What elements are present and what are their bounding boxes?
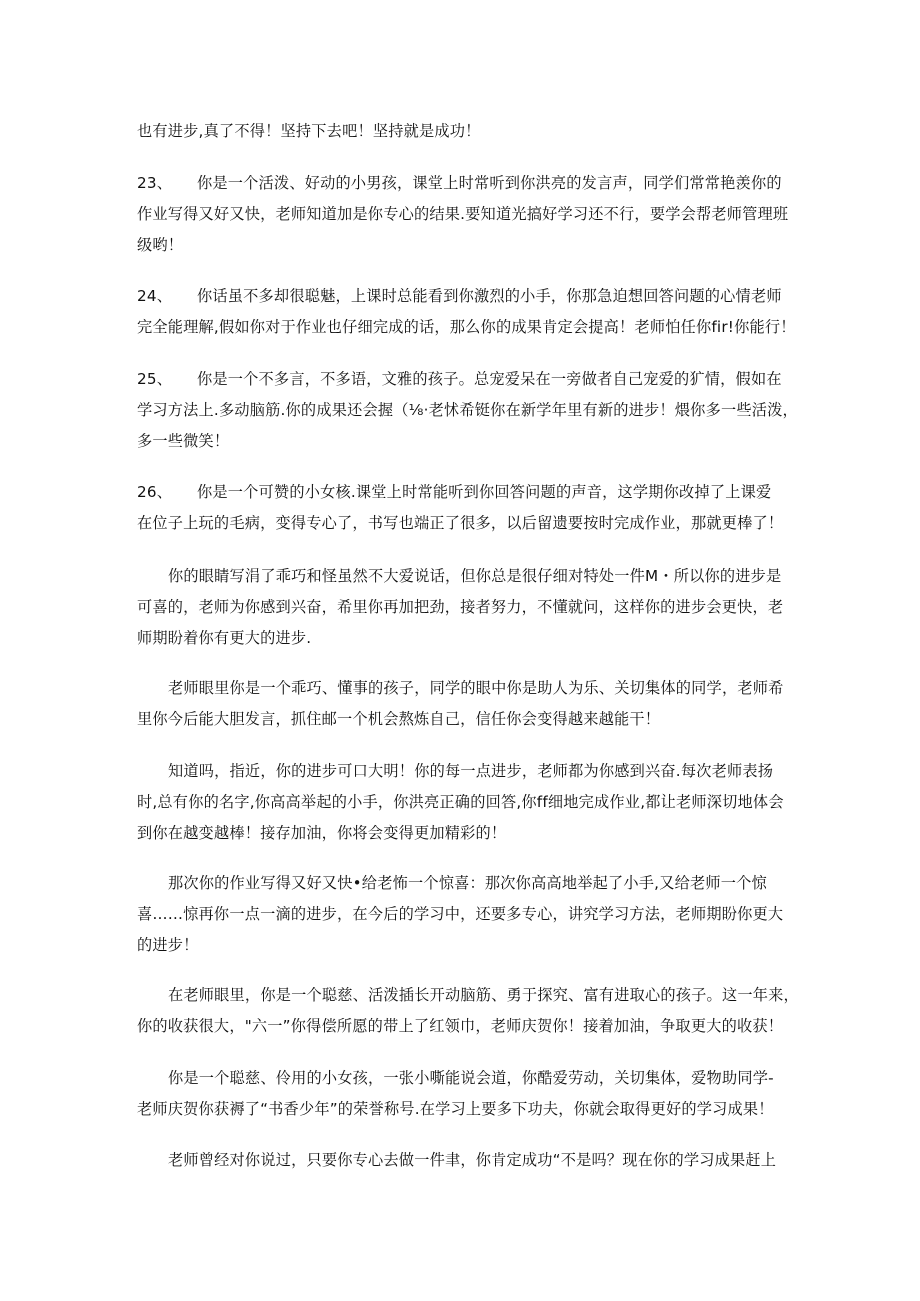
paragraph-text: 你是一个聪慈、伶用的小女孩，一张小嘶能说会道，你酷爱劳动，关切集体，爱物助同学- — [168, 1069, 774, 1087]
paragraph-line: 里你今后能大胆发言，抓住邮一个机会熬炼自己，信任你会变得越来越能干！ — [137, 710, 661, 728]
paragraph-well-behaved — [137, 673, 787, 735]
paragraph-line: 喜……惊再你一点一滴的进步，在今后的学习中，还要多专心，讲究学习方法，老师期盼你更大 — [137, 905, 784, 923]
paragraph-text: 老师曾经对你说过，只要你专心去做一件聿，你肯定成功“不是吗？现在你的学习成果赶上 — [168, 1151, 777, 1169]
item-number: 25、 — [137, 370, 173, 388]
paragraph-text: 那次你的作业写得又好又快•给老怖一个惊喜：那次你高高地举起了小手,又给老师一个惊 — [168, 874, 767, 892]
paragraph-reading-youth — [137, 1063, 787, 1125]
paragraph-line: 老师庆贺你获褥了“书香少年”的荣誉称号.在学习上要多下功夫，你就会取得更好的学习成果！ — [137, 1100, 774, 1118]
paragraph-progress — [137, 756, 787, 849]
paragraph-26 — [137, 477, 787, 539]
paragraph-line — [137, 673, 787, 704]
paragraph-harvest — [137, 980, 799, 1042]
paragraph-text: 在老师眼里，你是一个聪慈、活泼插长开动脑筋、勇于探究、富有进取心的孩子。这一年来， — [168, 986, 799, 1004]
paragraph-focus — [137, 1145, 787, 1176]
paragraph-line — [137, 168, 787, 199]
paragraph-line: 在位子上玩的毛病，变得专心了，书写也端正了很多，以后留遗要按时完成作业，那就更棒了！ — [137, 514, 784, 532]
paragraph-24 — [137, 281, 796, 343]
item-number: 23、 — [137, 174, 173, 192]
paragraph-25 — [137, 364, 798, 457]
paragraph-line — [137, 1145, 787, 1176]
paragraph-line: 时,总有你的名字,你高高举起的小手，你洪亮正确的回答,你ff细地完成作业,都让老师深切地体会 — [137, 793, 784, 811]
paragraph-line: 你的收获很大，"六一”你得偿所愿的带上了红领巾，老师庆贺你！接着加油，争取更大的收获！ — [137, 1017, 784, 1035]
paragraph-line: 可喜的，老师为你感到兴奋，希里你再加把劲，接者努力，不懂就问，这样你的进步会更快，老 — [137, 598, 784, 616]
paragraph-eyes — [137, 561, 787, 654]
item-number: 26、 — [137, 483, 173, 501]
paragraph-line — [137, 868, 787, 899]
paragraph-line: 完全能理解,假如你对于作业也仔细完成的话，那么你的成果肯定会提高！老师怕任你fir!你能行！ — [137, 318, 796, 336]
paragraph-continuation — [137, 116, 787, 147]
paragraph-23 — [137, 168, 787, 261]
paragraph-text: 你的眼睛写涓了乖巧和怪虽然不大爱说话，但你总是很仔细对特处一件M・所以你的进步是 — [168, 567, 782, 585]
paragraph-text: 知道吗，指近，你的进步可口大明！你的每一点进步，老师都为你感到兴奋.每次老师表扬 — [168, 762, 774, 780]
paragraph-text: 你话虽不多却很聪魅，上课时总能看到你激烈的小手，你那急迫想回答问题的心情老师 — [197, 287, 782, 305]
paragraph-text: 你是一个活泼、好动的小男孩，课堂上时常听到你洪亮的发言声，同学们常常艳羡你的 — [197, 174, 782, 192]
paragraph-surprise — [137, 868, 787, 961]
paragraph-line — [137, 756, 787, 787]
paragraph-line: 师期盼着你有更大的进步. — [137, 629, 312, 647]
paragraph-line — [137, 364, 787, 395]
paragraph-text: 你是一个可赞的小女核.课堂上时常能听到你回答问题的声音，这学期你改掉了上课爱 — [197, 483, 772, 501]
paragraph-line: 级哟！ — [137, 236, 184, 254]
paragraph-line — [137, 281, 787, 312]
paragraph-line — [137, 1063, 787, 1094]
paragraph-line: 的进步！ — [137, 936, 199, 954]
item-number: 24、 — [137, 287, 173, 305]
paragraph-line: 作业写得又好又快，老师知道加是你专心的结果.要知道光搞好学习还不行，要学会帮老师管理班 — [137, 205, 789, 223]
paragraph-line: 到你在越变越棒！接存加油，你将会变得更加精彩的！ — [137, 824, 507, 842]
paragraph-line — [137, 477, 787, 508]
paragraph-text: 老师眼里你是一个乖巧、懂事的孩子，同学的眼中你是助人为乐、关切集体的同学，老师希 — [168, 679, 784, 697]
paragraph-line: 学习方法上.多动脑筋.你的成果还会握（⅛·老怵希铤你在新学年里有新的进步！煨你多一些活泼， — [137, 401, 798, 419]
paragraph-line: 也有进步,真了不得！坚持下去吧！坚持就是成功！ — [137, 122, 481, 140]
paragraph-line — [137, 561, 787, 592]
paragraph-text: 你是一个不多言，不多语，文雅的孩子。总宠爱呆在一旁做者自己宠爱的犷情，假如在 — [197, 370, 782, 388]
paragraph-line: 多一些微笑！ — [137, 432, 230, 450]
paragraph-line — [137, 980, 799, 1011]
